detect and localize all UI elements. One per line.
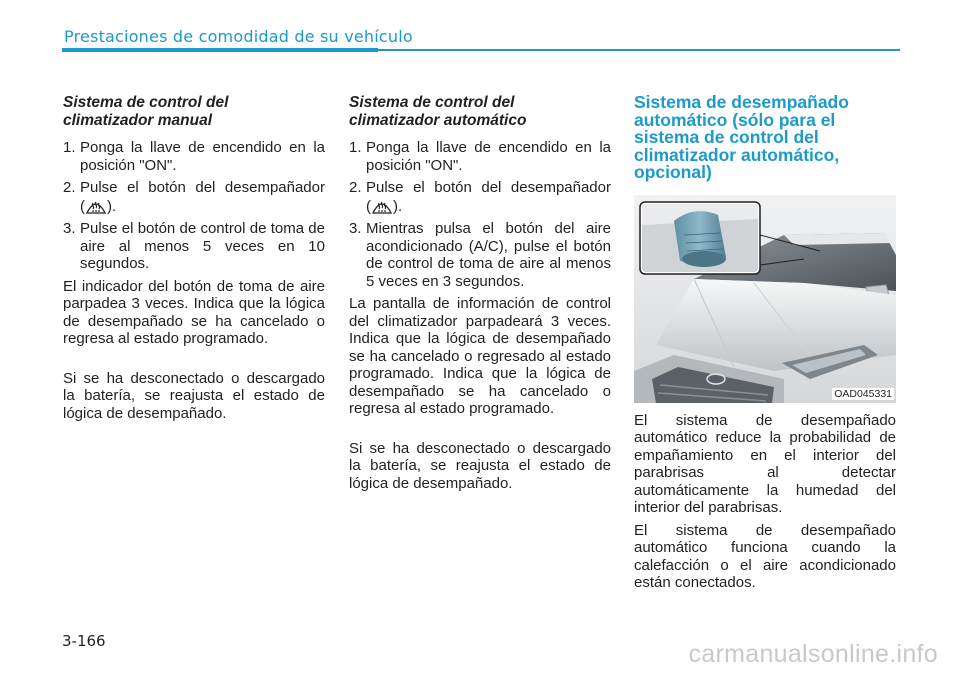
step-text: Ponga la llave de encendido en la posición "ON". <box>366 139 611 174</box>
title-line: Sistema de control del <box>63 94 229 111</box>
figure-code-label: OAD045331 <box>834 387 892 400</box>
icon-parenthetical <box>80 198 116 215</box>
icon-parenthetical <box>366 198 402 215</box>
column-manual-climate <box>63 94 325 427</box>
page-number: 3-166 <box>62 632 106 650</box>
step-number: 3. <box>63 220 76 237</box>
header-rule-thick <box>62 48 378 52</box>
step-number: 2. <box>63 179 76 196</box>
section-title-auto-defog <box>634 94 896 182</box>
watermark: carmanualsonline.info <box>688 640 938 668</box>
header-rule-thin <box>378 49 900 51</box>
windshield-defrost-icon <box>371 197 393 215</box>
paren-open: ( <box>366 197 371 215</box>
windshield-defrost-icon <box>85 197 107 215</box>
step-item <box>63 139 325 174</box>
step-item <box>349 220 611 290</box>
step-number: 3. <box>349 220 362 237</box>
step-text: Pulse el botón del desempañador <box>366 179 611 196</box>
paren-close: ). <box>393 197 403 215</box>
car-illustration <box>634 195 896 403</box>
title-line: climatizador automático <box>349 112 527 129</box>
title-line: opcional) <box>634 162 712 182</box>
body-paragraph: La pantalla de información de control del climatizador parpadeará 3 veces. Indica que la lógica de desempañado se ha cancelado o regresado al estado programado. Indica que la lógica de desempañado se ha cancelado o regresa al estado programado. <box>349 295 611 417</box>
step-number: 1. <box>349 139 362 156</box>
step-text: Pulse el botón de control de toma de aire al menos 5 veces en 10 segundos. <box>80 220 325 272</box>
title-line: climatizador manual <box>63 112 213 129</box>
title-line: sistema de control del <box>634 127 819 147</box>
section-title-manual <box>63 94 325 130</box>
body-paragraph: El indicador del botón de toma de aire parpadea 3 veces. Indica que la lógica de desempañado se ha cancelado o regresa al estado programado. <box>63 277 325 347</box>
column-auto-defog <box>634 94 896 597</box>
steps-list <box>63 139 325 273</box>
title-line: Sistema de desempañado <box>634 92 849 112</box>
title-line: climatizador automático, <box>634 144 840 165</box>
body-paragraph: El sistema de desempañado automático funciona cuando la calefacción o el aire acondicionado están conectados. <box>634 521 896 591</box>
paren-close: ). <box>107 197 117 215</box>
step-number: 2. <box>349 179 362 196</box>
step-number: 1. <box>63 139 76 156</box>
body-paragraph: Si se ha desconectado o descargado la batería, se reajusta el estado de lógica de desempañado. <box>63 369 325 422</box>
body-paragraph: Si se ha desconectado o descargado la batería, se reajusta el estado de lógica de desempañado. <box>349 439 611 492</box>
section-title-auto <box>349 94 611 130</box>
paren-open: ( <box>80 197 85 215</box>
step-text: Pulse el botón del desempañador <box>80 179 325 196</box>
steps-list <box>349 139 611 290</box>
figure-car-sensor <box>634 195 896 403</box>
title-line: automático (sólo para el <box>634 109 836 130</box>
step-item <box>63 179 325 215</box>
body-paragraph: El sistema de desempañado automático reduce la probabilidad de empañamiento en el interior del parabrisas al detectar automáticamente la humedad del interior del parabrisas. <box>634 411 896 516</box>
section-header: Prestaciones de comodidad de su vehículo <box>64 27 413 46</box>
title-line: Sistema de control del <box>349 94 515 111</box>
column-auto-climate <box>349 94 611 497</box>
step-item <box>63 220 325 273</box>
step-text: Mientras pulsa el botón del aire acondicionado (A/C), pulse el botón de control de toma de aire al menos 5 veces en 3 segundos. <box>366 220 611 290</box>
step-item <box>349 179 611 215</box>
step-item <box>349 139 611 174</box>
step-text: Ponga la llave de encendido en la posición "ON". <box>80 139 325 174</box>
